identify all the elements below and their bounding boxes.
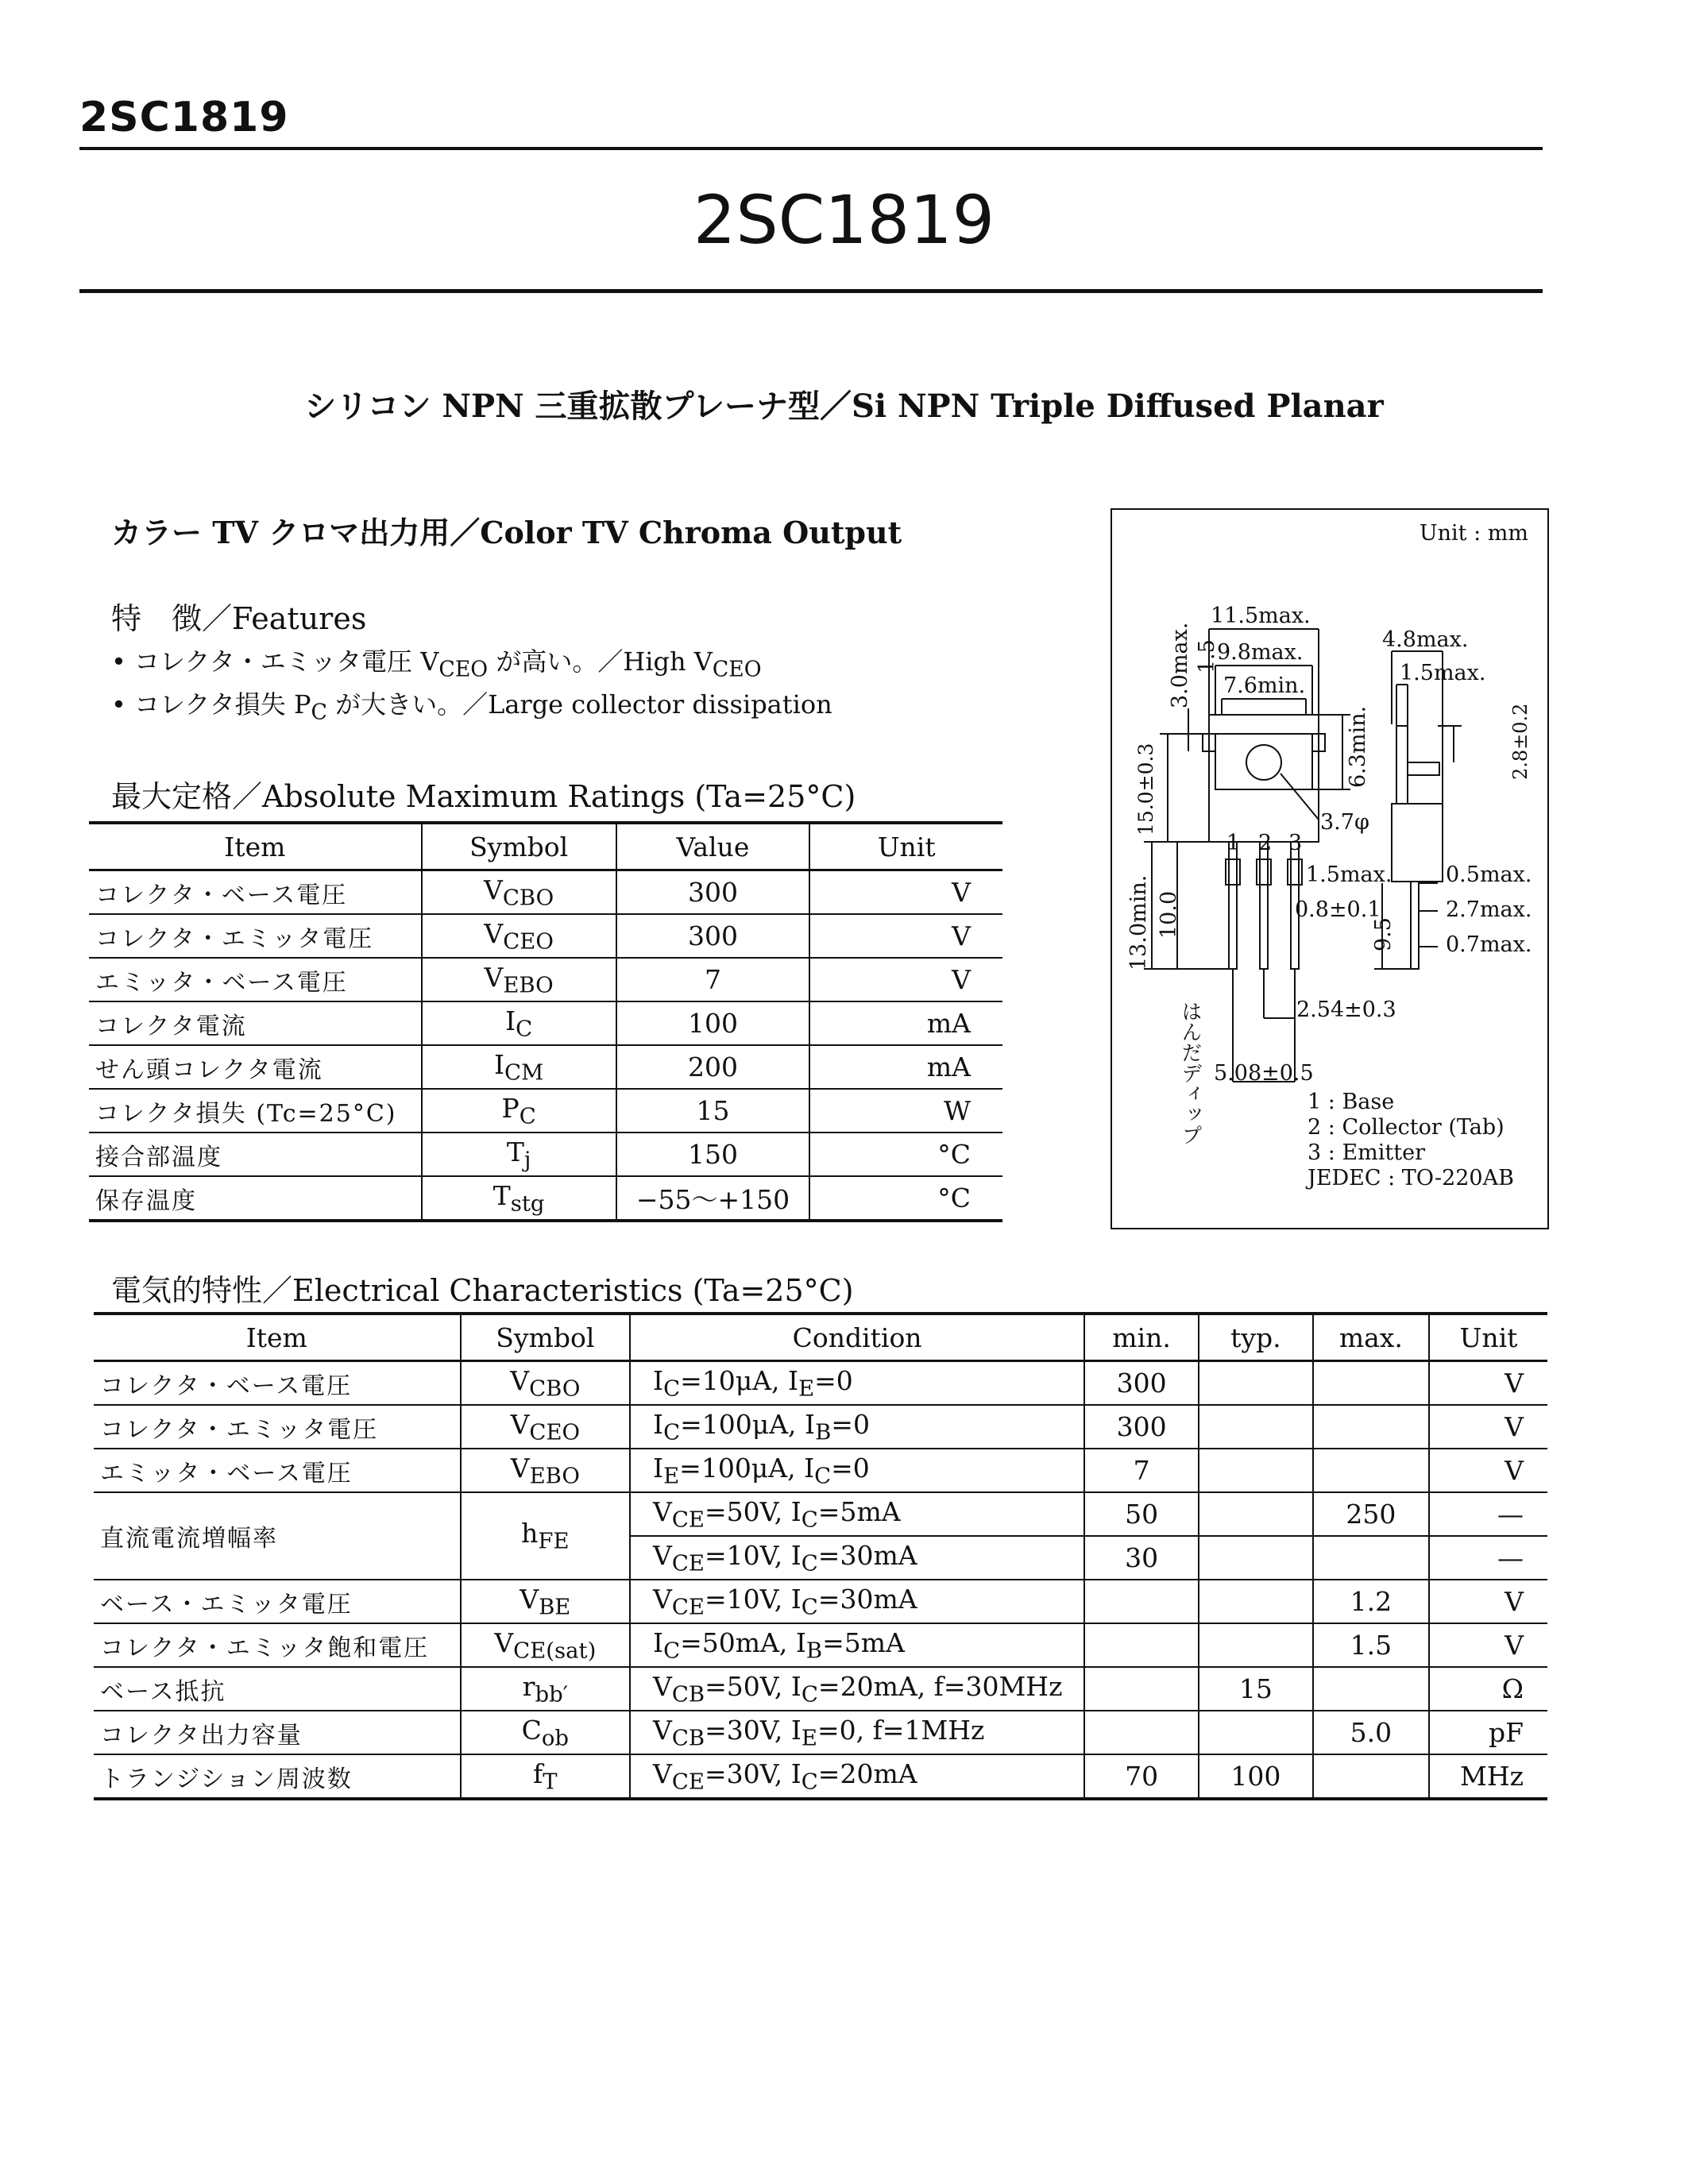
min-cell: 70 xyxy=(1084,1754,1199,1799)
device-description: シリコン NPN 三重拡散プレーナ型／Si NPN Triple Diffused Planar xyxy=(304,388,1384,425)
symbol-cell: $V_{CEO}$ xyxy=(461,1405,630,1449)
symbol-cell: $I_{CM}$ xyxy=(422,1045,616,1089)
max-cell xyxy=(1313,1667,1429,1711)
unit-cell: V xyxy=(1429,1623,1547,1667)
dim-label: 7.6min. xyxy=(1223,673,1306,698)
item-cell: コレクタ・ベース電圧 xyxy=(94,1361,461,1406)
table-row xyxy=(94,1580,1547,1623)
min-cell xyxy=(1084,1711,1199,1754)
unit-cell: V xyxy=(1429,1405,1547,1449)
body-side xyxy=(1392,804,1443,882)
dim-label: 1.5max. xyxy=(1400,661,1486,685)
dim-label: 1.5 xyxy=(1195,639,1219,673)
table-row xyxy=(89,1133,1002,1176)
unit-cell: — xyxy=(1429,1492,1547,1536)
symbol-cell: $V_{EBO}$ xyxy=(461,1449,630,1492)
condition-cell: $I_E=100\mu A$, $I_C=0$ xyxy=(630,1449,1084,1492)
table-row xyxy=(94,1492,1547,1536)
value-cell: 100 xyxy=(616,1001,810,1045)
unit-cell: — xyxy=(1429,1536,1547,1580)
dim-label: 0.8±0.1 xyxy=(1295,897,1381,922)
table-row xyxy=(89,958,1002,1001)
unit-cell: °C xyxy=(809,1133,1002,1176)
table-row xyxy=(94,1711,1547,1754)
item-cell: ベース・エミッタ電圧 xyxy=(94,1580,461,1623)
table-row xyxy=(89,914,1002,958)
table-row xyxy=(89,1089,1002,1133)
pin-legend: 3 : Emitter xyxy=(1308,1140,1425,1165)
max-cell xyxy=(1313,1754,1429,1799)
col-header: max. xyxy=(1313,1314,1429,1361)
unit-cell: Ω xyxy=(1429,1667,1547,1711)
typ-cell xyxy=(1199,1580,1313,1623)
tab-side xyxy=(1396,726,1408,804)
item-cell: コレクタ電流 xyxy=(89,1001,422,1045)
lead-1 xyxy=(1229,842,1237,969)
dim-label: 13.0min. xyxy=(1126,874,1151,970)
typ-cell: 100 xyxy=(1199,1754,1313,1799)
table-row xyxy=(89,1001,1002,1045)
min-cell: 7 xyxy=(1084,1449,1199,1492)
application-heading: カラー TV クロマ出力用／Color TV Chroma Output xyxy=(111,515,902,550)
col-header: Unit xyxy=(1429,1314,1547,1361)
max-cell xyxy=(1313,1361,1429,1406)
condition-cell: $V_{CB}=50V$, $I_C=20mA$, f=30MHz xyxy=(630,1667,1084,1711)
item-cell: コレクタ・エミッタ電圧 xyxy=(89,914,422,958)
col-header: Unit xyxy=(809,823,1002,870)
feature-item: • コレクタ損失 $P_C$ が大きい。／Large collector dissipation xyxy=(111,689,832,725)
value-cell: 300 xyxy=(616,870,810,915)
col-header: typ. xyxy=(1199,1314,1313,1361)
symbol-cell: $V_{BE}$ xyxy=(461,1580,630,1623)
symbol-cell: $h_{FE}$ xyxy=(461,1492,630,1580)
min-cell xyxy=(1084,1667,1199,1711)
table-row xyxy=(94,1405,1547,1449)
max-cell: 5.0 xyxy=(1313,1711,1429,1754)
table-row xyxy=(94,1449,1547,1492)
min-cell: 50 xyxy=(1084,1492,1199,1536)
unit-cell: V xyxy=(809,870,1002,915)
typ-cell xyxy=(1199,1361,1313,1406)
dim-label: 6.3min. xyxy=(1346,705,1370,788)
table-row xyxy=(94,1623,1547,1667)
dim-label: 10.0 xyxy=(1157,890,1181,939)
item-cell: エミッタ・ベース電圧 xyxy=(89,958,422,1001)
table-row xyxy=(94,1754,1547,1799)
feature-item: • コレクタ・エミッタ電圧 $V_{CEO}$ が高い。／High $V_{CEO}$ xyxy=(111,646,762,682)
max-cell: 1.5 xyxy=(1313,1623,1429,1667)
symbol-cell: $V_{CBO}$ xyxy=(422,870,616,915)
mounting-hole xyxy=(1246,745,1281,780)
col-header: Symbol xyxy=(461,1314,630,1361)
condition-cell: $I_C=100\mu A$, $I_B=0$ xyxy=(630,1405,1084,1449)
pin-legend: 2 : Collector (Tab) xyxy=(1308,1115,1505,1140)
item-cell: 直流電流増幅率 xyxy=(94,1492,461,1580)
abs-max-table xyxy=(89,821,1002,1222)
min-cell: 30 xyxy=(1084,1536,1199,1580)
col-header: Symbol xyxy=(422,823,616,870)
symbol-cell: $T_j$ xyxy=(422,1133,616,1176)
unit-cell: V xyxy=(809,914,1002,958)
dim-label: 2.7max. xyxy=(1446,897,1532,922)
lead-side xyxy=(1411,882,1419,969)
min-cell: 300 xyxy=(1084,1405,1199,1449)
unit-cell: W xyxy=(809,1089,1002,1133)
symbol-cell: $V_{CEO}$ xyxy=(422,914,616,958)
col-header: Item xyxy=(89,823,422,870)
table-row xyxy=(94,1361,1547,1406)
item-cell: 保存温度 xyxy=(89,1176,422,1221)
header-rule-top xyxy=(79,147,1543,150)
unit-cell: V xyxy=(809,958,1002,1001)
table-row xyxy=(89,1045,1002,1089)
max-cell xyxy=(1313,1536,1429,1580)
max-cell: 250 xyxy=(1313,1492,1429,1536)
dim-label: 4.8max. xyxy=(1382,627,1469,652)
min-cell xyxy=(1084,1623,1199,1667)
symbol-cell: $I_C$ xyxy=(422,1001,616,1045)
pin-number: 1 xyxy=(1226,831,1241,855)
dim-label: 5.08±0.5 xyxy=(1214,1061,1314,1086)
symbol-cell: $V_{EBO}$ xyxy=(422,958,616,1001)
features-heading: 特 徴／Features xyxy=(111,601,367,636)
table-row xyxy=(89,1176,1002,1221)
unit-cell: V xyxy=(1429,1361,1547,1406)
col-header: Condition xyxy=(630,1314,1084,1361)
jedec-label: JEDEC : TO-220AB xyxy=(1308,1166,1514,1190)
page-title: 2SC1819 xyxy=(693,181,995,259)
unit-cell: MHz xyxy=(1429,1754,1547,1799)
package-outline-box xyxy=(1111,508,1549,1229)
max-cell: 1.2 xyxy=(1313,1580,1429,1623)
symbol-cell: $f_T$ xyxy=(461,1754,630,1799)
header-part-number: 2SC1819 xyxy=(79,94,289,141)
item-cell: 接合部温度 xyxy=(89,1133,422,1176)
unit-cell: mA xyxy=(809,1001,1002,1045)
dim-label: 0.7max. xyxy=(1446,932,1532,957)
typ-cell xyxy=(1199,1711,1313,1754)
condition-cell: $V_{CE}=10V$, $I_C=30mA$ xyxy=(630,1580,1084,1623)
typ-cell xyxy=(1199,1492,1313,1536)
condition-cell: $V_{CE}=50V$, $I_C=5mA$ xyxy=(630,1492,1084,1536)
typ-cell xyxy=(1199,1536,1313,1580)
value-cell: 300 xyxy=(616,914,810,958)
elec-table xyxy=(94,1312,1547,1800)
col-header: min. xyxy=(1084,1314,1199,1361)
elec-heading: 電気的特性／Electrical Characteristics (Ta=25°C) xyxy=(111,1273,854,1308)
dim-label: 3.0max. xyxy=(1168,622,1192,708)
dim-label: 15.0±0.3 xyxy=(1134,743,1157,835)
solder-dip-label: はんだディップ xyxy=(1178,1001,1202,1145)
dim-label: 9.5 xyxy=(1371,917,1396,951)
dim-label: 1.5max. xyxy=(1306,862,1393,887)
symbol-cell: $P_C$ xyxy=(422,1089,616,1133)
item-cell: コレクタ・ベース電圧 xyxy=(89,870,422,915)
min-cell: 300 xyxy=(1084,1361,1199,1406)
min-cell xyxy=(1084,1580,1199,1623)
max-cell xyxy=(1313,1449,1429,1492)
value-cell: 200 xyxy=(616,1045,810,1089)
condition-cell: $I_C=50mA$, $I_B=5mA$ xyxy=(630,1623,1084,1667)
item-cell: エミッタ・ベース電圧 xyxy=(94,1449,461,1492)
symbol-cell: $T_{stg}$ xyxy=(422,1176,616,1221)
item-cell: コレクタ出力容量 xyxy=(94,1711,461,1754)
unit-label: Unit : mm xyxy=(1419,521,1528,546)
typ-cell xyxy=(1199,1623,1313,1667)
col-header: Value xyxy=(616,823,810,870)
pin-legend: 1 : Base xyxy=(1308,1090,1395,1114)
item-cell: せん頭コレクタ電流 xyxy=(89,1045,422,1089)
item-cell: コレクタ・エミッタ電圧 xyxy=(94,1405,461,1449)
typ-cell xyxy=(1199,1405,1313,1449)
item-cell: コレクタ・エミッタ飽和電圧 xyxy=(94,1623,461,1667)
item-cell: コレクタ損失 (Tc=25°C) xyxy=(89,1089,422,1133)
lead-2 xyxy=(1260,842,1268,969)
condition-cell: $V_{CE}=10V$, $I_C=30mA$ xyxy=(630,1536,1084,1580)
table-row xyxy=(94,1667,1547,1711)
dim-label: 2.54±0.3 xyxy=(1296,997,1396,1022)
symbol-cell: $V_{CE(sat)}$ xyxy=(461,1623,630,1667)
dim-label: 2.8±0.2 xyxy=(1509,703,1532,780)
value-cell: −55～+150 xyxy=(616,1176,810,1221)
dim-label: 0.5max. xyxy=(1446,862,1532,887)
symbol-cell: $r_{bb'}$ xyxy=(461,1667,630,1711)
col-header: Item xyxy=(94,1314,461,1361)
condition-cell: $V_{CB}=30V$, $I_E=0$, f=1MHz xyxy=(630,1711,1084,1754)
typ-cell: 15 xyxy=(1199,1667,1313,1711)
max-cell xyxy=(1313,1405,1429,1449)
table-row xyxy=(89,870,1002,915)
condition-cell: $V_{CE}=30V$, $I_C=20mA$ xyxy=(630,1754,1084,1799)
unit-cell: V xyxy=(1429,1449,1547,1492)
header-rule-bottom xyxy=(79,289,1543,293)
unit-cell: °C xyxy=(809,1176,1002,1221)
symbol-cell: $V_{CBO}$ xyxy=(461,1361,630,1406)
pin-number: 3 xyxy=(1288,831,1303,855)
item-cell: ベース抵抗 xyxy=(94,1667,461,1711)
item-cell: トランジション周波数 xyxy=(94,1754,461,1799)
value-cell: 7 xyxy=(616,958,810,1001)
unit-cell: V xyxy=(1429,1580,1547,1623)
unit-cell: mA xyxy=(809,1045,1002,1089)
dim-label: 11.5max. xyxy=(1211,604,1311,628)
unit-cell: pF xyxy=(1429,1711,1547,1754)
pin-number: 2 xyxy=(1258,831,1273,855)
typ-cell xyxy=(1199,1449,1313,1492)
value-cell: 150 xyxy=(616,1133,810,1176)
dim-label: 9.8max. xyxy=(1217,640,1304,665)
condition-cell: $I_C=10\mu A$, $I_E=0$ xyxy=(630,1361,1084,1406)
symbol-cell: $C_{ob}$ xyxy=(461,1711,630,1754)
value-cell: 15 xyxy=(616,1089,810,1133)
abs-max-heading: 最大定格／Absolute Maximum Ratings (Ta=25°C) xyxy=(111,779,856,814)
dim-label: 3.7φ xyxy=(1320,810,1369,835)
